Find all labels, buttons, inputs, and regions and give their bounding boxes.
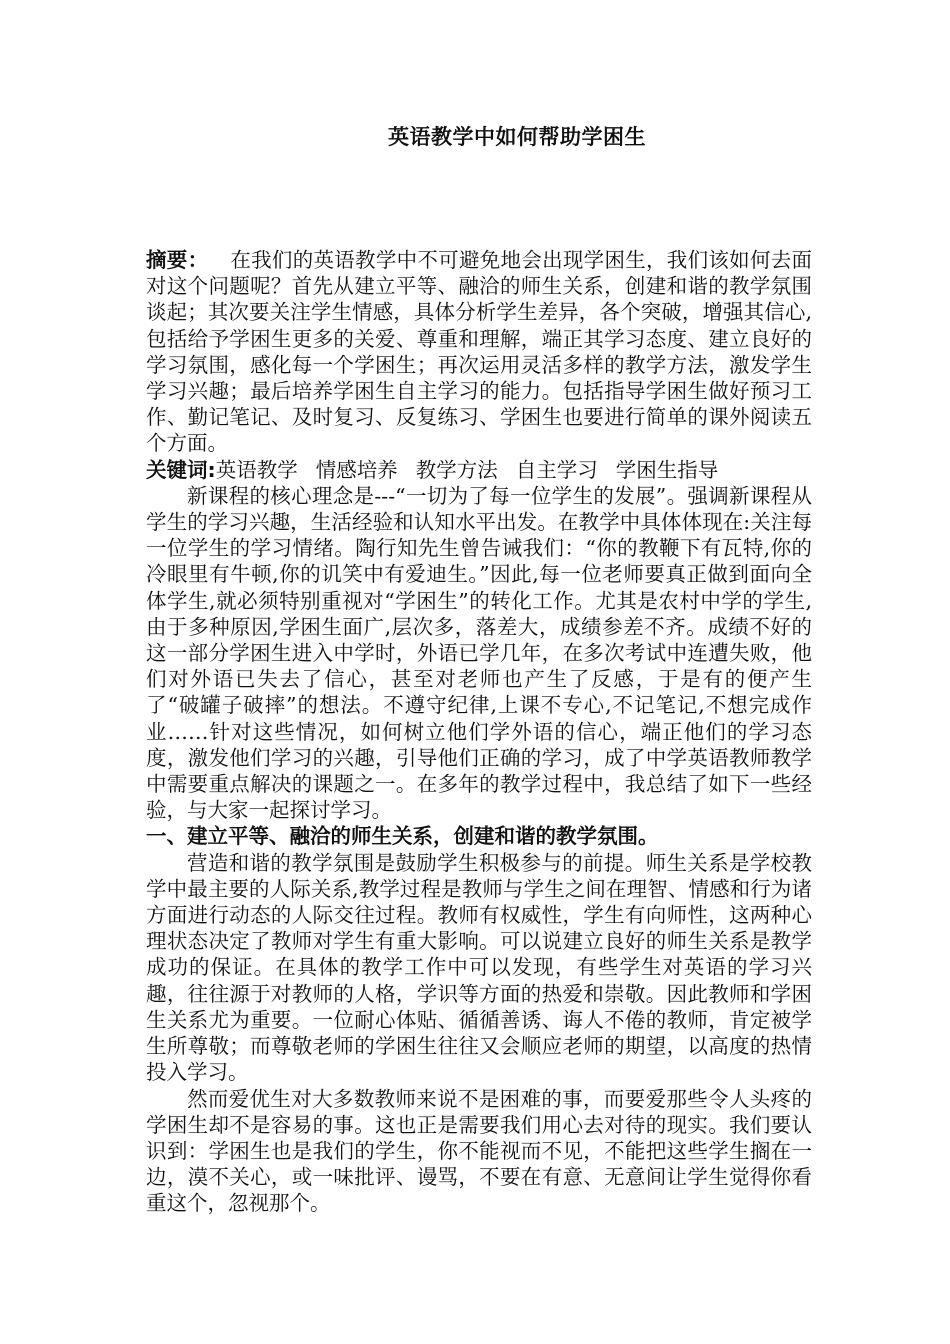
keywords-label: 关键词:	[146, 457, 216, 482]
document-title: 英语教学中如何帮助学困生	[388, 125, 646, 149]
keyword: 英语教学	[215, 457, 298, 482]
abstract-label: 摘要：	[146, 248, 209, 272]
keyword: 自主学习	[515, 457, 598, 482]
abstract-text: 在我们的英语教学中不可避免地会出现学困生，我们该如何去面对这个问题呢？首先从建立平等、融洽的师生关系，创建和谐的教学氛围谈起；其次要关注学生情感，具体分析学生差异，各个突破，增强其信心,包括给予学困生更多的关爱、尊重和理解，端正其学习态度、建立良好的学习氛围，感化每一个学困生；再次运用灵活多样的教学方法，激发学生学习兴趣；最后培养学困生自主学习的能力。包括指导学困生做好预习工作、勤记笔记、及时复习、反复练习、学困生也要进行简单的课外阅读五个方面。	[146, 248, 813, 456]
body-paragraph: 然而爱优生对大多数教师来说不是困难的事，而要爱那些令人头疼的学困生却不是容易的事。这也正是需要我们用心去对待的现实。我们要认识到：学困生也是我们的学生，你不能视而不见，不能把这些学生搁在一边，漠不关心，或一味批评、谩骂，不要在有意、无意间让学生觉得你看重这个，忽视那个。	[146, 1086, 812, 1216]
keyword: 学困生指导	[615, 457, 719, 482]
keywords-line	[146, 457, 812, 483]
keyword: 情感培养	[315, 457, 398, 482]
keyword: 教学方法	[415, 457, 498, 482]
intro-paragraph: 新课程的核心理念是---“一切为了每一位学生的发展”。强调新课程从学生的学习兴趣，生活经验和认知水平出发。在教学中具体体现在:关注每一位学生的学习情绪。陶行知先生曾告诫我们：“你的教鞭下有瓦特,你的冷眼里有牛顿,你的讥笑中有爱迪生。”因此,每一位老师要真正做到面向全体学生,就必须特别重视对“学困生”的转化工作。尤其是农村中学的学生,由于多种原因,学困生面广,层次多，落差大，成绩参差不齐。成绩不好的这一部分学困生进入中学时，外语已学几年，在多次考试中连遭失败，他们对外语已失去了信心，甚至对老师也产生了反感，于是有的便产生了“破罐子破摔”的想法。不遵守纪律,上课不专心,不记笔记,不想完成作业……针对这些情况，如何树立他们学外语的信心，端正他们的学习态度，激发他们学习的兴趣，引导他们正确的学习，成了中学英语教师教学中需要重点解决的课题之一。在多年的教学过程中，我总结了如下一些经验，与大家一起探讨学习。	[146, 483, 812, 823]
abstract-paragraph	[146, 247, 812, 457]
document-body	[146, 247, 812, 1217]
section-heading: 一、建立平等、融洽的师生关系，创建和谐的教学氛围。	[146, 824, 659, 849]
body-paragraph: 营造和谐的教学氛围是鼓励学生积极参与的前提。师生关系是学校教学中最主要的人际关系,教学过程是教师与学生之间在理智、情感和行为诸方面进行动态的人际交往过程。教师有权威性，学生有向师性，这两种心理状态决定了教师对学生有重大影响。可以说建立良好的师生关系是教学成功的保证。在具体的教学工作中可以发现，有些学生对英语的学习兴趣，往往源于对教师的人格，学识等方面的热爱和崇敬。因此教师和学困生关系尤为重要。一位耐心体贴、循循善诱、诲人不倦的教师，肯定被学生所尊敬；而尊敬老师的学困生往往又会顺应老师的期望，以高度的热情投入学习。	[146, 850, 812, 1085]
